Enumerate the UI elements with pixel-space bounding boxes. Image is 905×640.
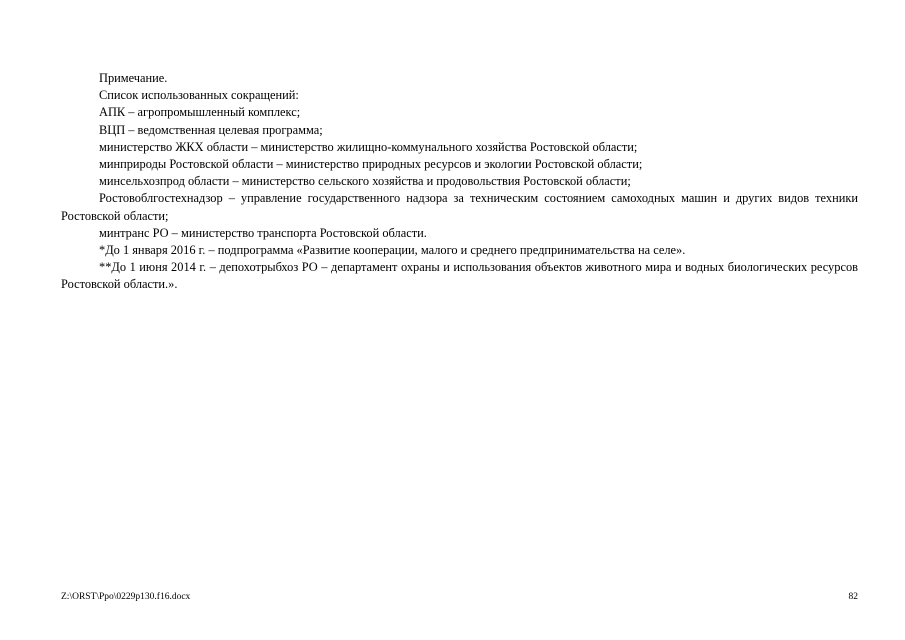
abbreviation-zhkh: министерство ЖКХ области – министерство жилищно-коммунального хозяйства Ростовской области; — [99, 139, 638, 154]
document-body — [61, 70, 858, 294]
page-number: 82 — [848, 592, 858, 602]
abbreviation-minselkhozprod: минсельхозпрод области – министерство сельского хозяйства и продовольствия Ростовской области; — [99, 174, 631, 189]
abbreviation-vcp: ВЦП – ведомственная целевая программа; — [99, 122, 323, 137]
abbreviation-minprirody: минприроды Ростовской области – министерство природных ресурсов и экологии Ростовской области; — [99, 157, 643, 172]
abbreviation-apk: АПК – агропромышленный комплекс; — [99, 105, 301, 120]
abbreviation-mintrans: минтранс РО – министерство транспорта Ростовской области. — [99, 225, 427, 240]
page-footer — [61, 590, 858, 604]
note-heading: Примечание. — [99, 71, 168, 85]
footnote-two-star: **До 1 июня 2014 г. – депохотрыбхоз РО – департамент охраны и использования объектов животного мира и водных биологических ресурсов Ростовской области.». — [61, 260, 858, 292]
abbreviation-rostovoblgostekhnadzor: Ростовоблгостехнадзор – управление государственного надзора за техническим состоянием самоходных машин и других видов техники Ростовской области; — [61, 191, 858, 223]
footnote-one-star: *До 1 января 2016 г. – подпрограмма «Развитие кооперации, малого и среднего предпринимательства на селе». — [99, 243, 686, 258]
footer-file-path: Z:\ORST\Ppo\0229p130.f16.docx — [61, 592, 191, 602]
abbreviations-heading: Список использованных сокращений: — [99, 88, 299, 103]
